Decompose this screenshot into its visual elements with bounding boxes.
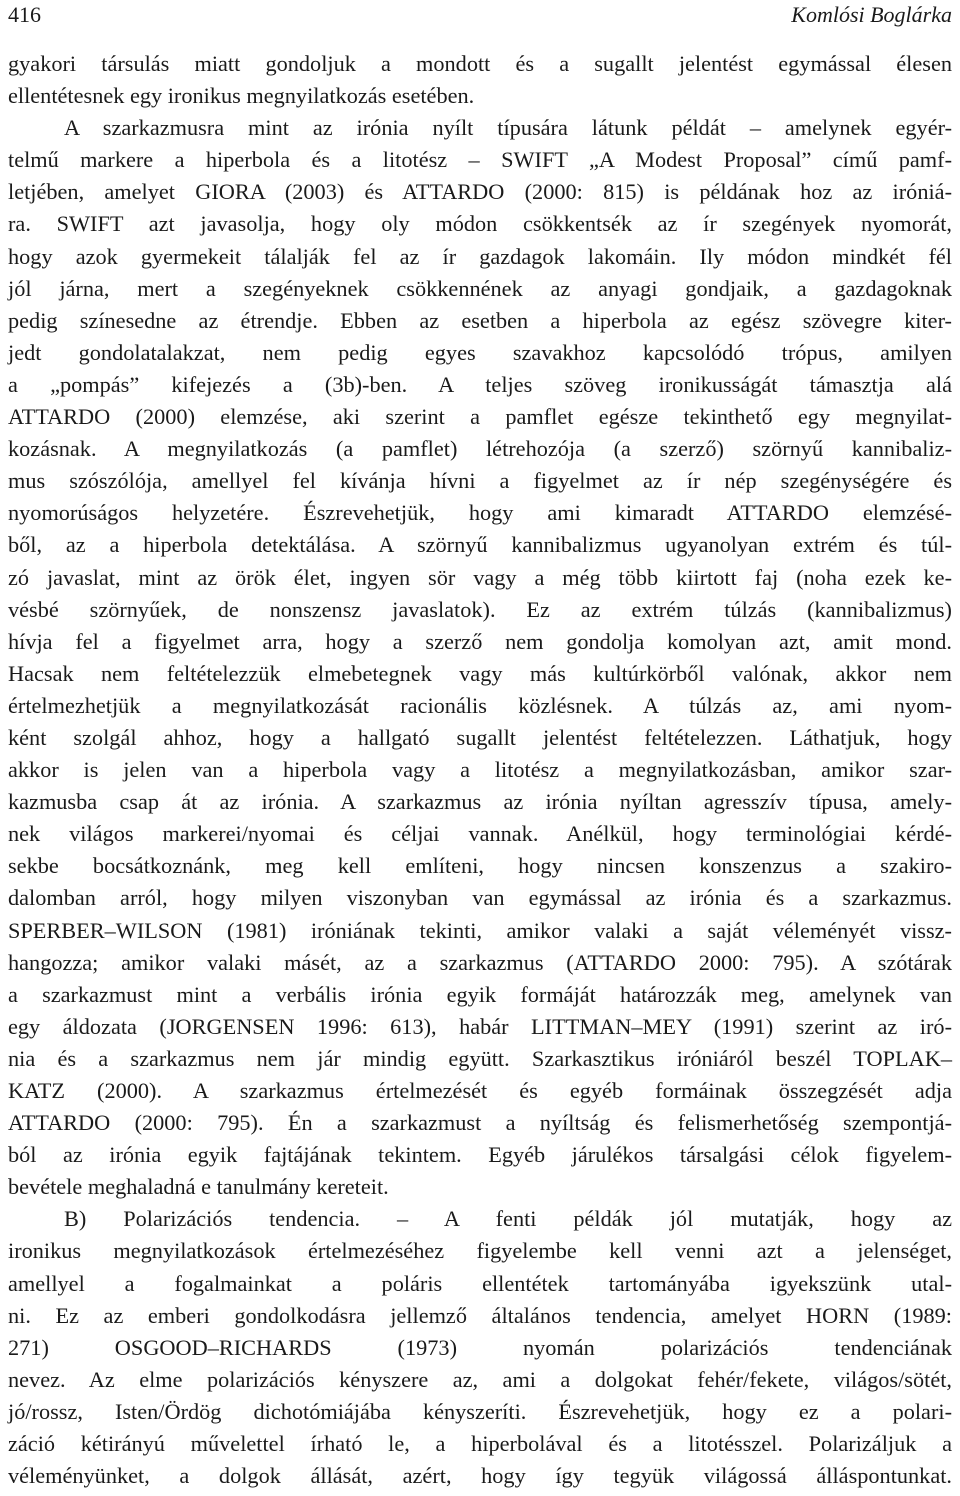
text-line: ATTARDO (2000: 795). Én a szarkazmust a nyíltság és felismerhetőség szempontjá- — [8, 1110, 952, 1136]
text-line: hívja fel a figyelmet arra, hogy a szerző nem gondolja komolyan azt, amit mond. — [8, 628, 952, 654]
text-line: a „pompás” kifejezés a (3b)-ben. A teljes szöveg ironikusságát támasztja alá — [8, 371, 952, 397]
body-text — [8, 48, 952, 1492]
text-line: a szarkazmust mint a verbális irónia egyik formáját határozzák meg, amelynek van — [8, 981, 952, 1007]
text-line: hangozza; amikor valaki másét, az a szarkazmus (ATTARDO 2000: 795). A szótárak — [8, 949, 952, 975]
text-line: dalomban arról, hogy milyen viszonyban van egymással az irónia és a szarkazmus. — [8, 885, 952, 911]
text-line: KATZ (2000). A szarkazmus értelmezését és egyéb formáinak összegzését adja — [8, 1078, 952, 1103]
text-line: telmű markere a hiperbola és a litotész – SWIFT „A Modest Proposal” című pamf- — [8, 147, 952, 173]
text-line: nyomorúságos helyzetére. Észrevehetjük, hogy ami kimaradt ATTARDO elemzésé- — [8, 500, 952, 526]
text-line: mus szószólója, amellyel fel kívánja hívni a figyelmet az ír nép szegénységére és — [8, 468, 952, 494]
text-line: 271) OSGOOD–RICHARDS (1973) nyomán polarizációs tendenciának — [8, 1334, 952, 1360]
text-line: SPERBER–WILSON (1981) iróniának tekinti, amikor valaki a saját véleményét vissz- — [8, 917, 952, 943]
text-line: vésbé szörnyűek, de nonszensz javaslatok). Ez az extrém túlzás (kannibalizmus) — [8, 596, 952, 622]
text-line: kozásnak. A megnyilatkozás (a pamflet) létrehozója (a szerző) szörnyű kannibaliz- — [8, 436, 952, 462]
text-line: pedig színesedne az étrendje. Ebben az esetben a hiperbola az egész szövegre kiter- — [8, 307, 952, 333]
text-line: letjében, amelyet GIORA (2003) és ATTARDO (2000: 815) is példának hoz az iróniá- — [8, 179, 952, 205]
text-line: nevez. Az elme polarizációs kényszere az, ami a dolgokat fehér/fekete, világos/sötét, — [8, 1366, 952, 1392]
text-line: ként szolgál ahhoz, hogy a hallgató sugallt jelentést feltételezzen. Láthatjuk, hogy — [8, 724, 952, 750]
text-line: ból az irónia egyik fajtájának tekintem. Egyéb járulékos társalgási célok figyelem- — [8, 1142, 952, 1168]
text-line: ra. SWIFT azt javasolja, hogy oly módon csökkentsék az ír szegények nyomorát, — [8, 211, 952, 237]
text-line: nia és a szarkazmus nem jár mindig együtt. Szarkasztikus iróniáról beszél TOPLAK– — [8, 1045, 952, 1071]
text-line: hogy azok gyermekeit tálalják fel az ír gazdagok lakomáin. Ily módon mindkét fél — [8, 243, 952, 269]
text-line: Hacsak nem feltételezzük elmebetegnek vagy más kultúrkörből valónak, akkor nem — [8, 660, 952, 686]
text-line: véleményünket, a dolgok állását, azért, hogy így tegyük világossá álláspontunkat. — [8, 1463, 952, 1489]
text-line: zó javaslat, mint az örök élet, ingyen sör vagy a még több kiirtott faj (noha ezek ke- — [8, 564, 952, 590]
text-line: jó/rossz, Isten/Ördög dichotómiájába kényszeríti. Észrevehetjük, hogy ez a polari- — [8, 1398, 952, 1424]
text-line: jedt gondolatalakzat, nem pedig egyes szavakhoz kapcsolódó trópus, amilyen — [8, 339, 952, 365]
text-line: egy áldozata (JORGENSEN 1996: 613), habár LITTMAN–MEY (1991) szerint az iró- — [8, 1013, 952, 1039]
text-line: bevétele meghaladná e tanulmány kereteit. — [8, 1174, 389, 1200]
text-line: ni. Ez az emberi gondolkodásra jellemző általános tendencia, amelyet HORN (1989: — [8, 1302, 952, 1328]
text-line: záció kétirányú művelettel írható le, a hiperbolával és a litotésszel. Polarizáljuk a — [8, 1431, 952, 1457]
text-line: amellyel a fogalmainkat a poláris ellentétek tartományába igyekszünk utal- — [8, 1270, 952, 1296]
text-line: A szarkazmusra mint az irónia nyílt típusára látunk példát – amelynek egyér- — [64, 115, 952, 141]
text-line: ATTARDO (2000) elemzése, aki szerint a pamflet egésze tekinthető egy megnyilat- — [8, 404, 952, 430]
text-line: értelmezhetjük a megnyilatkozását racionális közlésnek. A túlzás az, ami nyom- — [8, 692, 952, 718]
text-line: jól járna, mert a szegényeknek csökkennének az anyagi gondjaik, a gazdagoknak — [8, 275, 952, 301]
text-line: ből, az a hiperbola detektálása. A szörnyű kannibalizmus ugyanolyan extrém és túl- — [8, 532, 952, 558]
text-line: ellentétesnek egy ironikus megnyilatkozás esetében. — [8, 83, 475, 109]
running-title: Komlósi Boglárka — [791, 2, 952, 27]
text-line: akkor is jelen van a hiperbola vagy a litotész a megnyilatkozásban, amikor szar- — [8, 757, 952, 783]
page-header — [0, 2, 960, 30]
text-line: nek világos markerei/nyomai és céljai vannak. Anélkül, hogy terminológiai kérdé- — [8, 821, 952, 847]
text-line: sekbe bocsátkoznánk, meg kell említeni, hogy nincsen konszenzus a szakiro- — [8, 853, 952, 879]
text-line: kazmusba csap át az irónia. A szarkazmus az irónia nyíltan agresszív típusa, amely- — [8, 789, 952, 815]
text-line: ironikus megnyilatkozások értelmezéséhez figyelembe kell venni azt a jelenséget, — [8, 1238, 952, 1264]
text-line: B) Polarizációs tendencia. – A fenti példák jól mutatják, hogy az — [64, 1206, 952, 1232]
page-number: 416 — [8, 2, 41, 27]
text-line: gyakori társulás miatt gondoljuk a mondott és a sugallt jelentést egymással élesen — [8, 51, 952, 76]
